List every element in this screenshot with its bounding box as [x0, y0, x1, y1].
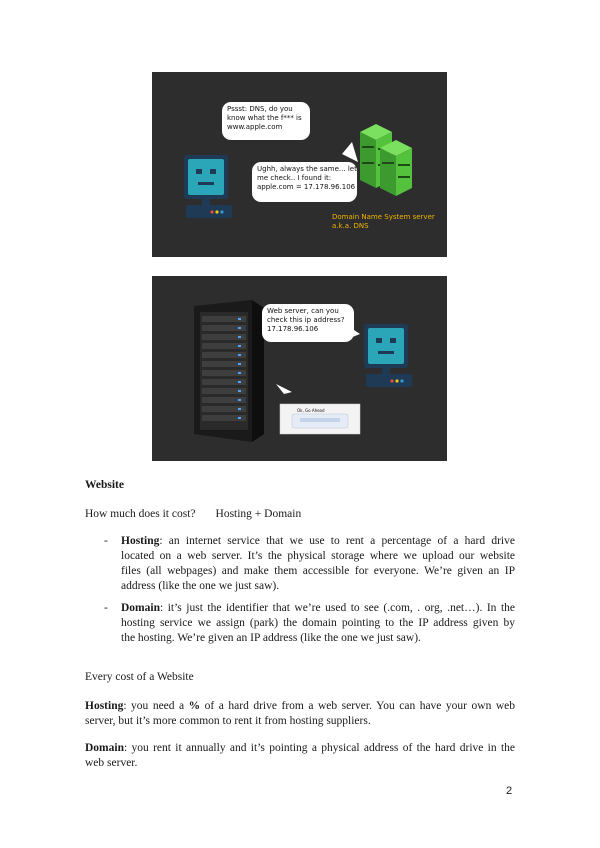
bullet-dash: - — [104, 602, 108, 614]
speech-bubble-request: Web server, can you check this ip address? 17.178.96.106 — [262, 304, 354, 342]
server-stack-icon — [360, 124, 412, 196]
every-cost-heading: Every cost of a Website — [85, 671, 194, 683]
dns-caption: Domain Name System server a.k.a. DNS — [332, 213, 435, 230]
domain-paragraph: Domain: you rent it annually and it’s pointing a physical address of the hard drive in the web server. — [85, 742, 515, 769]
computer-icon — [364, 324, 412, 387]
bubble-tail — [342, 142, 358, 162]
cost-line: How much does it cost? Hosting + Domain — [85, 508, 302, 520]
page-number: 2 — [506, 785, 513, 797]
speech-bubble-answer: Ughh, always the same... let me check.. I found it: apple.com = 17.178.96.106 — [252, 162, 357, 202]
server-rack-icon — [194, 300, 264, 442]
speech-bubble-question: Pssst: DNS, do you know what the f*** is www.apple.com — [222, 102, 310, 140]
website-heading: Website — [85, 479, 124, 491]
computer-icon — [184, 155, 232, 218]
bullet-hosting: Hosting: an internet service that we use to rent a percentage of a hard drive located on a web server. It’s the physical storage where we upload our website files (all webpages) and make them accessible for everyone. We’re given an IP address (like the one we just saw). — [121, 535, 515, 592]
webserver-slide-image — [152, 276, 447, 461]
speech-bubble-response: Ok, Go Ahead — [297, 408, 325, 413]
hosting-paragraph: Hosting: you need a % of a hard drive from a web server. You can have your own web server, but it’s more common to rent it from hosting suppliers. — [85, 700, 516, 727]
bullet-dash: - — [104, 535, 108, 547]
bubble-tail — [276, 384, 292, 394]
dns-slide-image — [152, 72, 447, 257]
bullet-domain: Domain: it’s just the identifier that we’re used to see (.com, . org, .net…). In the hosting service we assign (park) the domain pointing to the IP address given by the hosting. We’re given an IP address (like the one we just saw). — [121, 602, 515, 644]
